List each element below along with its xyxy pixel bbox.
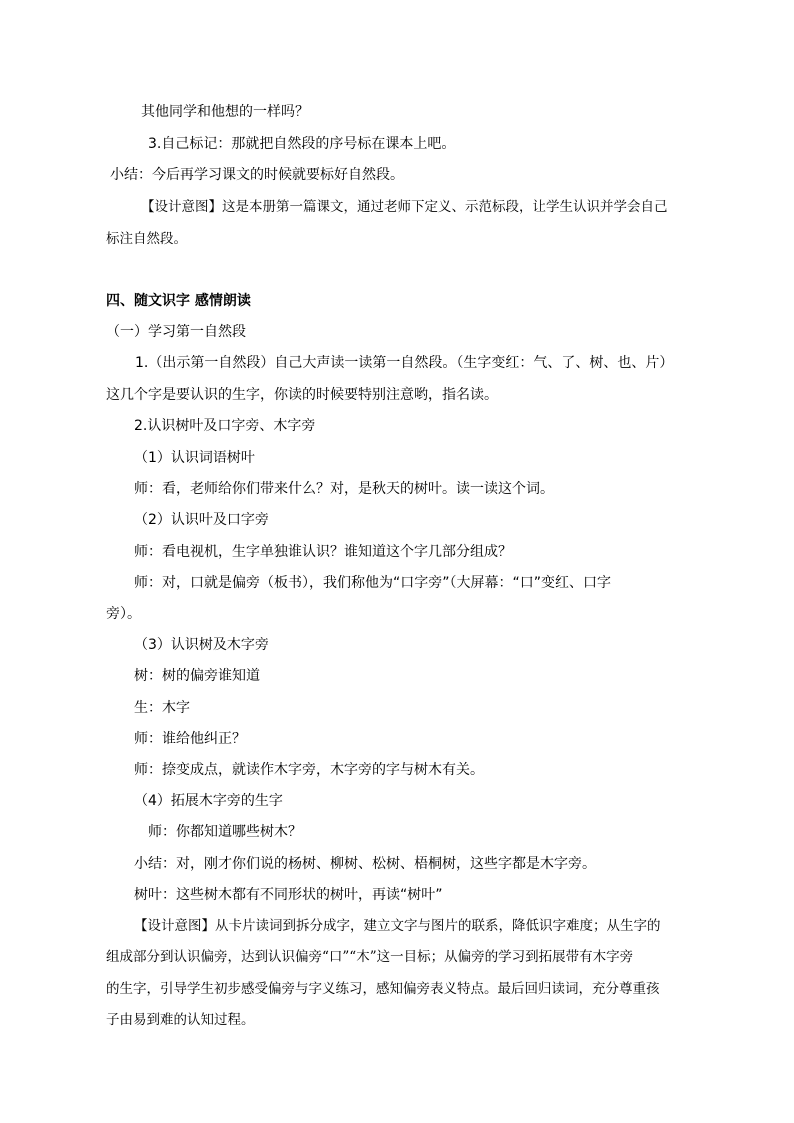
design-intent-note: 【设计意图】从卡片读词到拆分成字，建立文字与图片的联系，降低识字难度；从生字的 — [134, 918, 661, 934]
teacher-line-continued: 旁）。 — [106, 606, 141, 622]
teacher-line: 师：看，老师给你们带来什么？对，是秋天的树叶。读一读这个词。 — [134, 481, 554, 497]
student-line: 生：木字 — [134, 700, 190, 716]
design-intent-note-continued: 子由易到难的认知过程。 — [106, 1012, 255, 1028]
text-line: 树：树的偏旁谁知道 — [134, 668, 260, 684]
text-line: 树叶：这些树木都有不同形状的树叶，再读“树叶” — [134, 887, 443, 903]
design-intent-note: 【设计意图】这是本册第一篇课文，通过老师下定义、示范标段，让学生认识并学会自己 — [141, 199, 668, 215]
design-intent-note-continued: 的生字，引导学生初步感受偏旁与字义练习，感知偏旁表义特点。最后回归读词，充分尊重孩 — [106, 981, 660, 997]
design-intent-note-continued: 组成部分到认识偏旁，达到认识偏旁“口”“木”这一目标；从偏旁的学习到拓展带有木字旁 — [106, 949, 634, 965]
summary-line: 小结：今后再学习课文的时候就要标好自然段。 — [110, 167, 404, 183]
text-line: 3.自己标记：那就把自然段的序号标在课本上吧。 — [148, 136, 456, 152]
text-line: 1.（出示第一自然段）自己大声读一读第一自然段。（生字变红：气、了、树、也、片） — [135, 355, 674, 371]
design-intent-note-continued: 标注自然段。 — [106, 231, 187, 247]
step-subheading: （4）拓展木字旁的生字 — [134, 793, 283, 809]
teacher-line: 师：捺变成点，就读作木字旁，木字旁的字与树木有关。 — [134, 762, 484, 778]
section-heading: 四、随文识字 感情朗读 — [106, 293, 251, 309]
step-subheading: （3）认识树及木字旁 — [134, 637, 269, 653]
text-line: 其他同学和他想的一样吗？ — [141, 104, 309, 120]
teacher-line: 师：你都知道哪些树木？ — [148, 824, 302, 840]
text-line: 这几个字是要认识的生字，你读的时候要特别注意哟，指名读。 — [106, 387, 498, 403]
summary-line: 小结：对，刚才你们说的杨树、柳树、松树、梧桐树，这些字都是木字旁。 — [134, 856, 596, 872]
teacher-line: 师：对，口就是偏旁（板书），我们称他为“口字旁”（大屏幕：“口”变红、口字 — [134, 575, 612, 591]
step-heading: 2.认识树叶及口字旁、木字旁 — [134, 418, 316, 434]
step-subheading: （1）认识词语树叶 — [134, 450, 255, 466]
step-subheading: （2）认识叶及口字旁 — [134, 512, 269, 528]
teacher-line: 师：谁给他纠正？ — [134, 731, 246, 747]
subsection-heading: （一）学习第一自然段 — [106, 324, 246, 340]
teacher-line: 师：看电视机，生字单独谁认识？谁知道这个字几部分组成？ — [134, 544, 512, 560]
